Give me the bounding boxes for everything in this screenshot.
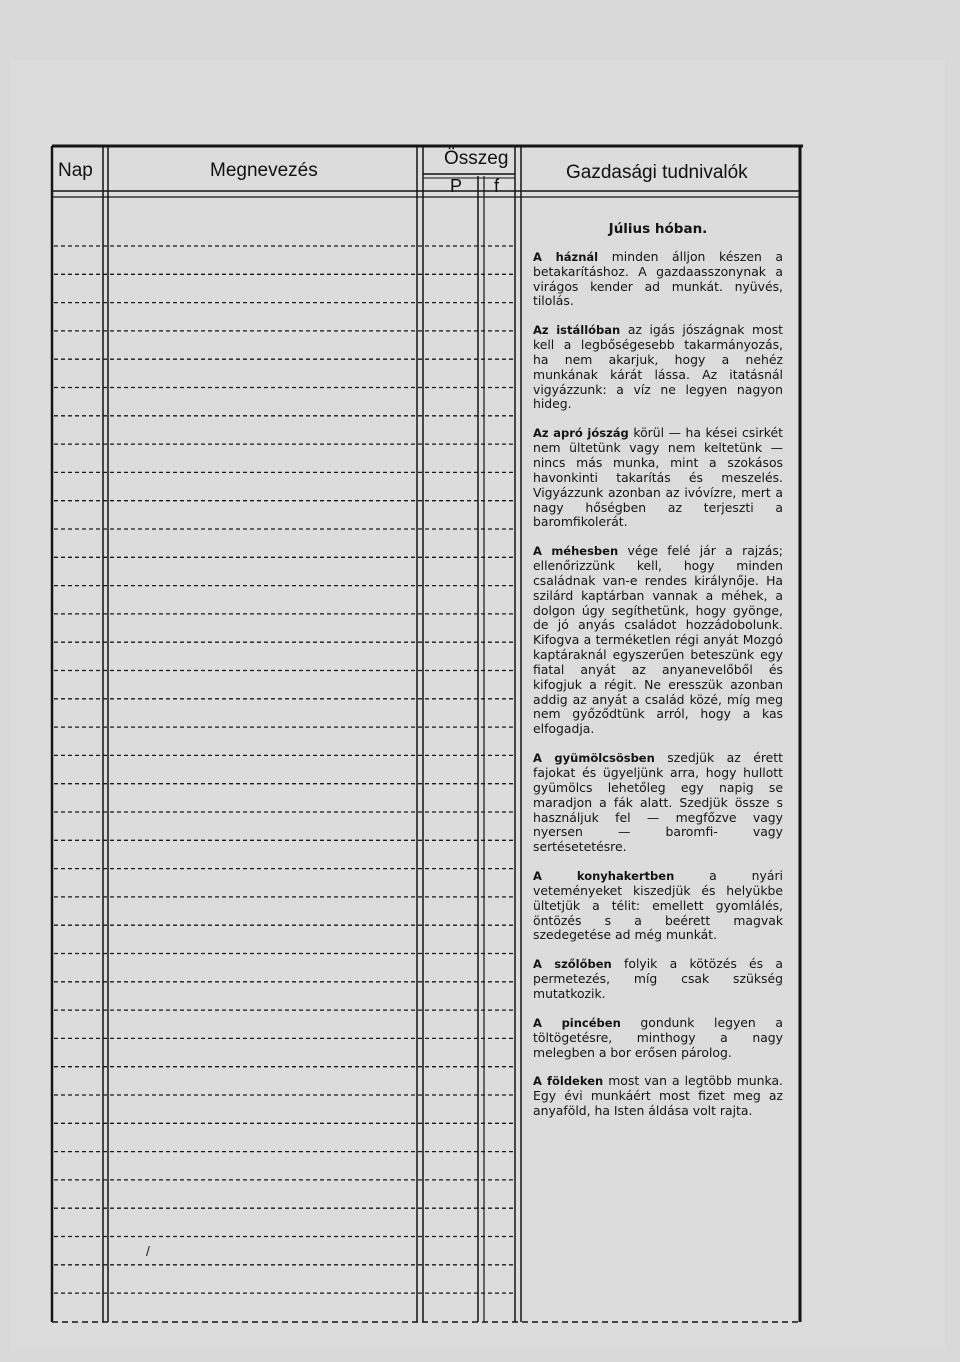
col-header-amount-p: P xyxy=(450,176,463,196)
note-keyword: Az apró jószág xyxy=(533,426,629,441)
note-paragraph xyxy=(533,1074,783,1119)
stray-mark: / xyxy=(146,1243,150,1259)
month-heading: Július hóban. xyxy=(608,221,708,237)
note-keyword: A háznál xyxy=(533,249,599,264)
col-header-day: Nap xyxy=(58,160,93,181)
note-paragraph xyxy=(533,323,783,412)
note-text: vége felé jár a rajzás; ellenőrizzünk kell, hogy minden családnak van-e rendes királynője. Ha szilárd kaptárban vannak a méhek, a dolgon úgy segíthetünk, hogy gyönge, de jó anyás családot hozzádobolunk. Kifogva a terméketlen régi anyát Mozgó kaptáraknál egyszerűen beteszünk egy fiatal anyát az anyanevelőből és kifogjuk a régit. Ne eresszük azonban addig az anyát a család közé, míg meg nem győződtünk arról, hogy a kas elfogadja. xyxy=(533,543,783,737)
note-keyword: A konyhakertben xyxy=(533,869,675,884)
note-paragraph xyxy=(533,1016,783,1061)
notes-paragraphs xyxy=(533,250,783,1119)
col-header-amount-f: f xyxy=(494,176,500,196)
note-text: most van a legtöbb munka. Egy évi munkáért most fizet meg az anyaföld, ha Isten áldása volt rajta. xyxy=(533,1073,783,1119)
col-header-name: Megnevezés xyxy=(210,160,318,181)
note-text: körül — ha kései csirkét nem ültetünk vagy nem keltetünk — nincs más munka, mint a szokásos havonkinti takarítás és meszelés. Vigyázzunk azonban az ivóvízre, mert a nagy hőségben az terjeszti a baromfikolerát. xyxy=(533,425,783,530)
note-keyword: A szőlőben xyxy=(533,957,612,972)
note-paragraph xyxy=(533,957,783,1002)
note-keyword: A földeken xyxy=(533,1074,604,1089)
note-text: gondunk legyen a töltögetésre, minthogy a nagy melegben a bor erősen párolog. xyxy=(533,1014,783,1060)
note-paragraph xyxy=(533,250,783,309)
note-keyword: A pincében xyxy=(533,1015,621,1030)
note-paragraph xyxy=(533,869,783,943)
note-paragraph xyxy=(533,751,783,855)
note-paragraph xyxy=(533,544,783,737)
note-text: szedjük az érett fajokat és ügyeljünk arra, hogy hullott gyümölcs lehetőleg egy napig se maradjon a fák alatt. Szedjük össze s használjuk fel — megfőzve vagy nyersen — baromfi- vagy sertésetetésre. xyxy=(533,750,783,855)
note-text: az igás jószágnak most kell a legbőségesebb takarmányozás, ha nem akarjuk, hogy a nehéz munkának kárát lássa. Az itatásnál vigyázzunk: a víz ne legyen nagyon hideg. xyxy=(533,322,784,412)
note-keyword: Az istállóban xyxy=(533,323,621,338)
notes-column xyxy=(533,222,783,1133)
note-text: a nyári veteményeket kiszedjük és helyükbe ültetjük a télit: emellett gyomlálés, öntözés s a beérett magvak szedegetése ad még munkát. xyxy=(533,868,783,943)
note-text: folyik a kötözés és a permetezés, míg csak szükség mutatkozik. xyxy=(533,956,783,1001)
col-header-amount: Összeg xyxy=(444,148,509,169)
note-paragraph xyxy=(533,426,783,530)
note-keyword: A méhesben xyxy=(533,544,619,559)
note-text: minden álljon készen a betakarításhoz. A gazdaasszonynak a virágos kender ad munkát. nyüvés, tilolás. xyxy=(533,248,783,309)
col-header-notes: Gazdasági tudnivalók xyxy=(566,162,748,183)
note-keyword: A gyümölcsösben xyxy=(533,751,655,766)
